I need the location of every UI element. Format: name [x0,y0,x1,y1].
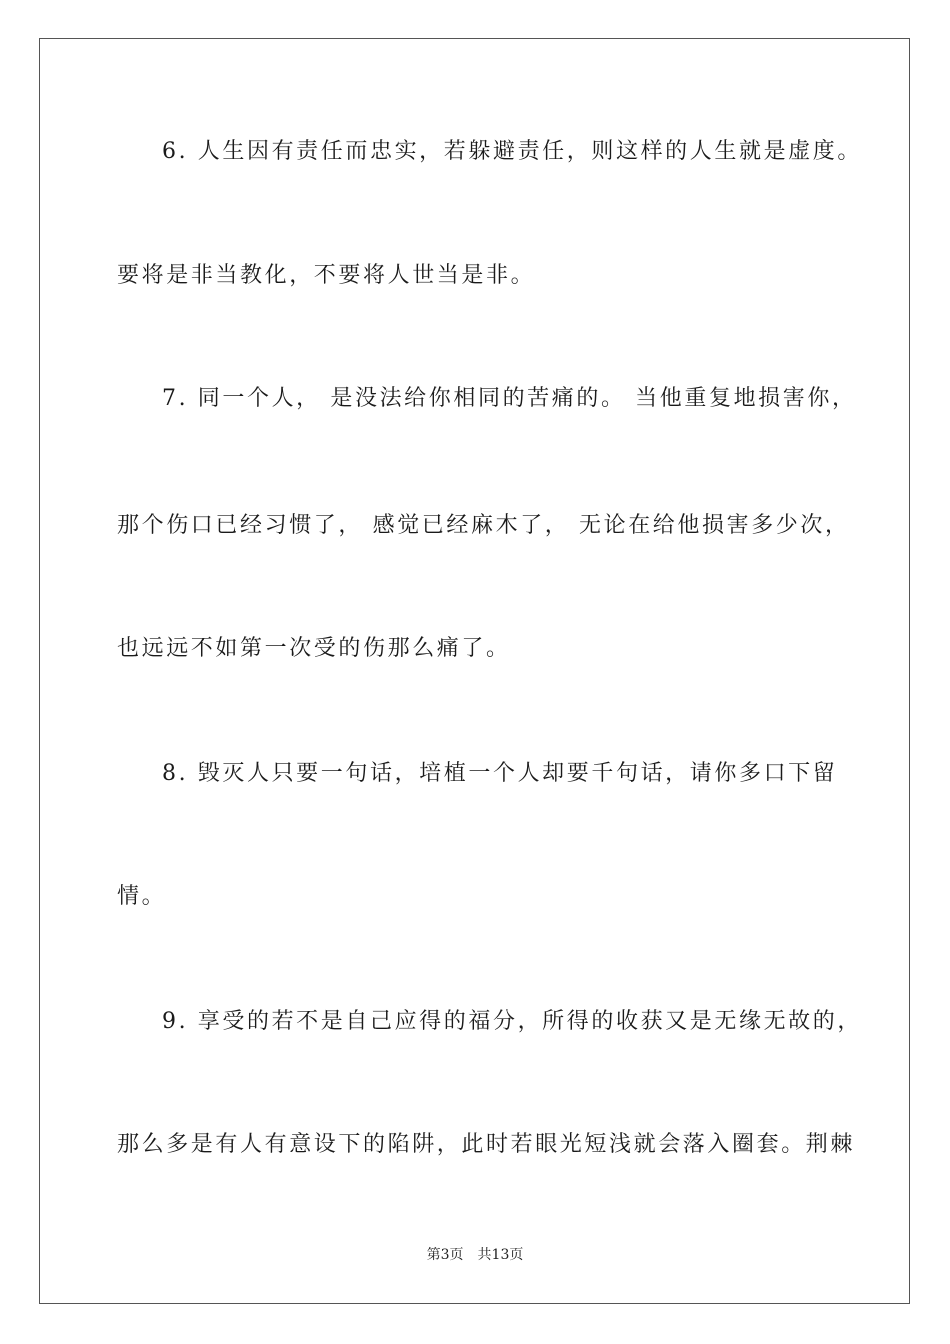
text-line: 9. 享受的若不是自己应得的福分，所得的收获又是无缘无故的， [162,1009,862,1034]
text-line: 要将是非当教化，不要将人世当是非。 [117,263,536,288]
page-footer [0,1245,950,1265]
text-line: 7. 同一个人， 是没法给你相同的苦痛的。 当他重复地损害你， [162,386,857,411]
text-line: 那个伤口已经习惯了， 感觉已经麻木了， 无论在给他损害多少次， [117,513,850,538]
page-border [39,38,910,1304]
text-line: 8. 毁灭人只要一句话，培植一个人却要千句话，请你多口下留 [162,761,838,786]
text-line: 6. 人生因有责任而忠实，若躲避责任，则这样的人生就是虚度。 [162,139,862,164]
page-total: 共13页 [477,1247,524,1263]
page-number: 第3页 [426,1247,464,1263]
text-line: 那么多是有人有意设下的陷阱，此时若眼光短浅就会落入圈套。荆棘 [117,1132,856,1157]
text-line: 情。 [117,884,167,909]
text-line: 也远远不如第一次受的伤那么痛了。 [117,636,511,661]
